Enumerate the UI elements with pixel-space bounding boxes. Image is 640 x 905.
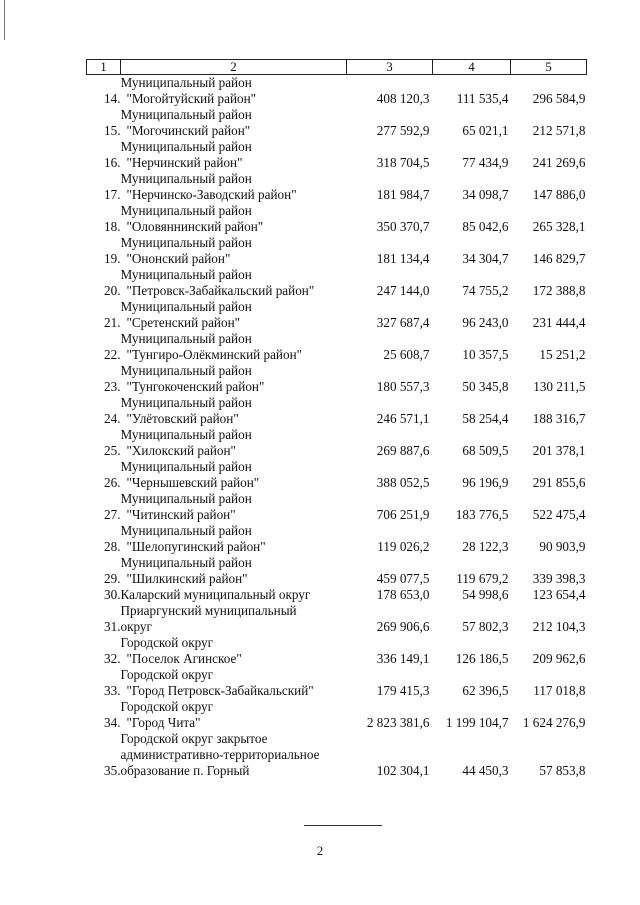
value-col-5: 1 624 276,9 [522,715,586,730]
table-row [87,331,587,363]
value-col-5: 90 903,9 [539,539,586,554]
table-body [87,75,587,780]
value-col-3: 336 149,1 [376,651,430,666]
value-col-4: 119 679,2 [456,571,509,586]
table-row [87,491,587,523]
name-line: Каларский муниципальный округ [120,587,311,602]
municipality-name [121,523,347,555]
name-line: Муниципальный район [120,459,252,474]
municipality-name [121,395,347,427]
value-col-4: 85 042,6 [462,219,509,234]
municipality-name [121,139,347,171]
municipality-name [121,203,347,235]
header-col-2: 2 [121,60,347,75]
value-col-3: 327 687,4 [376,315,430,330]
value-col-3: 388 052,5 [376,475,430,490]
row-number: 15. [104,123,121,138]
value-col-3: 350 370,7 [376,219,430,234]
name-line: Муниципальный район [120,267,252,282]
table-row [87,427,587,459]
value-col-5: 522 475,4 [532,507,586,522]
table-row [87,635,587,667]
value-col-5: 209 962,6 [532,651,586,666]
name-line: "Шелопугинский район" [126,539,266,554]
header-col-5: 5 [511,60,587,75]
value-col-5: 291 855,6 [532,475,586,490]
value-col-5: 146 829,7 [532,251,586,266]
table-row [87,603,587,635]
name-line: "Тунгиро-Олёкминский район" [126,347,303,362]
table-header-row [87,60,587,75]
value-col-4: 28 122,3 [462,539,509,554]
table-row [87,235,587,267]
name-line: "Поселок Агинское" [126,651,242,666]
table-row [87,699,587,731]
municipality-name [121,427,347,459]
name-line: административно-территориальное [120,747,320,762]
municipality-name [121,75,347,108]
table-row [87,395,587,427]
value-col-3: 277 592,9 [376,123,430,138]
municipality-name [121,635,347,667]
name-line: "Шилкинский район" [126,571,248,586]
value-col-3: 181 134,4 [376,251,430,266]
municipality-name [121,667,347,699]
value-col-5: 241 269,6 [532,155,586,170]
row-number: 34. [104,715,121,730]
row-number: 22. [104,347,121,362]
table-row [87,299,587,331]
name-line: "Нерчинско-Заводский район" [126,187,297,202]
name-line: "Нерчинский район" [126,155,243,170]
municipality-name [121,699,347,731]
value-col-3: 246 571,1 [376,411,430,426]
value-col-3: 706 251,9 [376,507,430,522]
value-col-4: 34 098,7 [462,187,509,202]
municipality-name [121,603,347,635]
header-col-4: 4 [433,60,511,75]
municipality-name [121,459,347,491]
value-col-4: 126 186,5 [455,651,509,666]
value-col-3: 181 984,7 [376,187,430,202]
name-line: "Город Петровск-Забайкальский" [126,683,314,698]
name-line: Муниципальный район [120,491,252,506]
municipality-name [121,299,347,331]
name-line: "Хилокский район" [126,443,236,458]
name-line: образование п. Горный [120,763,250,778]
name-line: "Улётовский район" [126,411,239,426]
name-line: Муниципальный район [120,555,252,570]
name-line: Муниципальный район [120,139,252,154]
municipality-name [121,491,347,523]
value-col-5: 339 398,3 [532,571,586,586]
name-line: Городской округ [120,699,214,714]
table-row [87,363,587,395]
name-line: "Тунгокоченский район" [126,379,265,394]
row-number: 23. [104,379,121,394]
value-col-5: 265 328,1 [532,219,586,234]
row-number: 35. [104,763,121,778]
name-line: "Оловяннинский район" [126,219,264,234]
value-col-5: 57 853,8 [539,763,586,778]
value-col-4: 96 196,9 [462,475,509,490]
value-col-3: 247 144,0 [376,283,430,298]
name-line: Муниципальный район [120,75,252,90]
value-col-4: 10 357,5 [462,347,509,362]
row-number: 29. [104,571,121,586]
value-col-4: 50 345,8 [462,379,509,394]
value-col-5: 117 018,8 [533,683,586,698]
value-col-3: 119 026,2 [377,539,430,554]
municipality-name [121,587,347,603]
name-line: "Петровск-Забайкальский район" [126,283,315,298]
value-col-5: 123 654,4 [532,587,586,602]
value-col-5: 231 444,4 [532,315,586,330]
name-line: Муниципальный район [120,203,252,218]
table-row [87,731,587,779]
table-row [87,75,587,108]
name-line: "Город Чита" [126,715,201,730]
row-number: 26. [104,475,121,490]
name-line: "Могочинский район" [126,123,251,138]
value-col-4: 34 304,7 [462,251,509,266]
row-number: 31. [104,619,121,634]
value-col-3: 318 704,5 [376,155,430,170]
row-number: 18. [104,219,121,234]
value-col-3: 179 415,3 [376,683,430,698]
value-col-4: 54 998,6 [462,587,509,602]
name-line: Муниципальный район [120,107,252,122]
value-col-3: 408 120,3 [376,91,430,106]
page-number: 2 [316,843,324,858]
value-col-4: 44 450,3 [462,763,509,778]
value-col-3: 102 304,1 [376,763,430,778]
row-number: 24. [104,411,121,426]
table-row [87,139,587,171]
row-number: 17. [104,187,121,202]
name-line: Муниципальный район [120,331,252,346]
name-line: "Ононский район" [126,251,231,266]
name-line: Городской округ [120,635,214,650]
scan-edge-line [4,0,5,40]
value-col-3: 269 887,6 [376,443,430,458]
name-line: Муниципальный район [120,395,252,410]
value-col-4: 58 254,4 [462,411,509,426]
value-col-4: 57 802,3 [462,619,509,634]
value-col-3: 2 823 381,6 [366,715,430,730]
value-col-5: 15 251,2 [539,347,586,362]
value-col-5: 147 886,0 [532,187,586,202]
value-col-5: 130 211,5 [533,379,586,394]
value-col-3: 180 557,3 [376,379,430,394]
name-line: Муниципальный район [120,363,252,378]
value-col-5: 296 584,9 [532,91,586,106]
name-line: "Читинский район" [126,507,236,522]
row-number: 28. [104,539,121,554]
municipality-name [121,235,347,267]
value-col-5: 188 316,7 [532,411,586,426]
municipality-name [121,363,347,395]
municipality-name [121,171,347,203]
name-line: Городской округ закрытое [120,731,268,746]
municipality-name [121,731,347,779]
row-number: 33. [104,683,121,698]
table-row [87,267,587,299]
row-number: 25. [104,443,121,458]
name-line: Городской округ [120,667,214,682]
header-col-3: 3 [347,60,433,75]
row-number: 16. [104,155,121,170]
name-line: Муниципальный район [120,235,252,250]
municipality-name [121,107,347,139]
row-number: 30. [104,587,121,602]
table-row [87,459,587,491]
value-col-3: 459 077,5 [376,571,430,586]
name-line: Приаргунский муниципальный [120,603,297,618]
municipality-name [121,555,347,587]
table-row [87,555,587,587]
value-col-4: 74 755,2 [462,283,509,298]
row-number: 21. [104,315,121,330]
value-col-4: 111 535,4 [456,91,509,106]
value-col-4: 1 199 104,7 [445,715,509,730]
name-line: "Сретенский район" [126,315,241,330]
table-row [87,171,587,203]
value-col-3: 178 653,0 [376,587,430,602]
table-row [87,523,587,555]
value-col-3: 25 608,7 [383,347,430,362]
name-line: "Чернышевский район" [126,475,260,490]
table-row [87,203,587,235]
value-col-4: 65 021,1 [462,123,509,138]
table-row [87,667,587,699]
municipality-name [121,267,347,299]
name-line: Муниципальный район [120,171,252,186]
footer-rule [304,825,382,826]
value-col-4: 96 243,0 [462,315,509,330]
row-number: 27. [104,507,121,522]
value-col-5: 212 104,3 [532,619,586,634]
value-col-4: 68 509,5 [462,443,509,458]
value-col-5: 172 388,8 [532,283,586,298]
budget-table [86,59,587,779]
table-row [87,107,587,139]
name-line: Муниципальный район [120,523,252,538]
value-col-3: 269 906,6 [376,619,430,634]
value-col-4: 77 434,9 [462,155,509,170]
municipality-name [121,331,347,363]
row-number: 14. [104,91,121,106]
row-number: 19. [104,251,121,266]
header-col-1: 1 [87,60,121,75]
value-col-4: 183 776,5 [455,507,509,522]
name-line: "Могойтуйский район" [126,91,257,106]
row-number: 32. [104,651,121,666]
row-number: 20. [104,283,121,298]
value-col-5: 212 571,8 [532,123,586,138]
value-col-4: 62 396,5 [462,683,509,698]
name-line: Муниципальный район [120,427,252,442]
name-line: округ [120,619,152,634]
value-col-5: 201 378,1 [532,443,586,458]
table-row [87,587,587,603]
name-line: Муниципальный район [120,299,252,314]
